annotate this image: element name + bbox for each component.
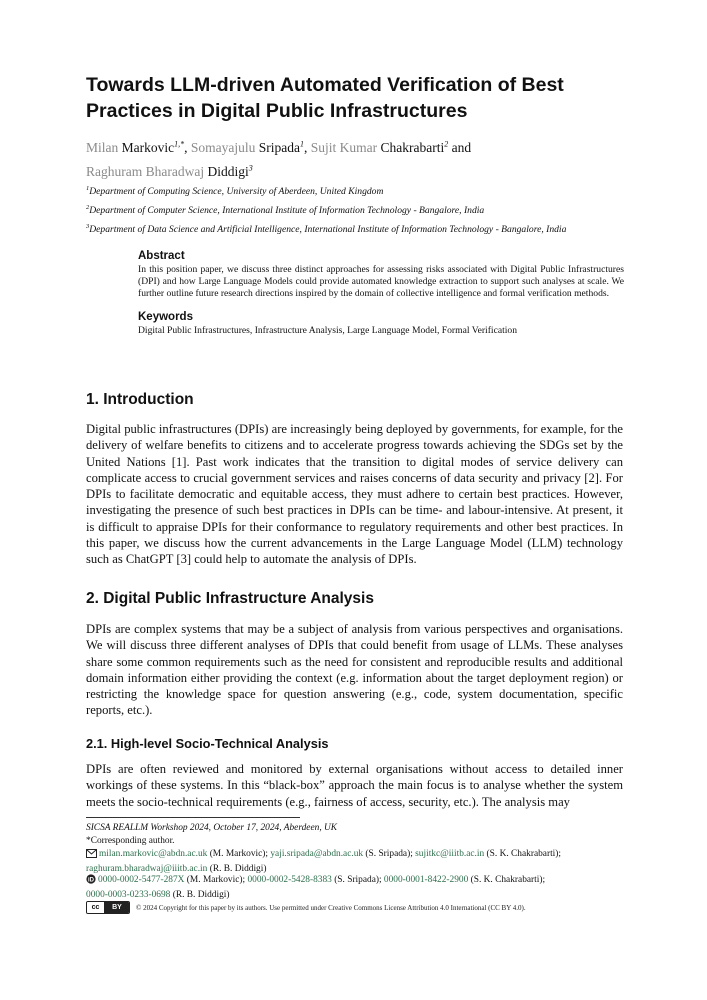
orcid-footnote: iD 0000-0002-5477-287X (M. Markovic); 0000-0002-5428-8383 (S. Sripada); 0000-0001-8422-2900 (S. K. Chakrabarti); 0000-0003-0233-0698 (R. B. Diddigi)	[86, 875, 546, 900]
email-link[interactable]: milan.markovic@abdn.ac.uk	[99, 849, 208, 859]
introduction-paragraph: Digital public infrastructures (DPIs) are increasingly being deployed by governments, for example, for the delivery of welfare benefits to citizens and to accelerate progress towards achieving the SDGs set by the United Nations [1]. Past work indicates that the transition to digital modes of service delivery can complicate access to crucial government services and raises concerns of data security and privacy [2]. For DPIs to facilitate democratic and equitable access, they must adhere to certain best practices. However, investigating the presence of such best practices in DPIs can be time- and labour-intensive. At present, it is difficult to appraise DPIs for their conformance to regulatory requirements and other best practices. In this paper, we discuss how the current advancements in the Large Language Model (LLM) technology such as ChatGPT [3] could help to automate the analysis of DPIs.	[86, 422, 623, 567]
orcid-icon	[86, 874, 96, 889]
abstract-block	[138, 249, 624, 337]
paper-title: Towards LLM-driven Automated Verification of Best Practices in Digital Public Infrastructures	[86, 74, 564, 122]
cc-icon: cc	[87, 902, 105, 913]
orcid-link[interactable]: 0000-0003-0233-0698	[86, 889, 171, 900]
affiliation-3: $^3$Department of Data Science and Artificial Intelligence, International Institute of Information Technology - Bangalore, India	[86, 223, 567, 236]
copyright-notice: © 2024 Copyright for this paper by its authors. Use permitted under Creative Commons License Attribution 4.0 International (CC BY 4.0).	[136, 904, 526, 912]
affiliation-2: $^2$Department of Computer Science, International Institute of Information Technology - Bangalore, India	[86, 204, 485, 217]
conference-note: SICSA REALLM Workshop 2024, October 17, 2024, Aberdeen, UK	[86, 823, 338, 833]
abstract-text: In this position paper, we discuss three distinct approaches for assessing risks associated with Digital Public Infrastructures (DPI) and how Large Language Models could provide automated knowledge extraction to support such analyses at scale. We further outline future research directions inspired by the domain of collective intelligence and formal verification methods.	[138, 264, 624, 300]
socio-technical-paragraph: DPIs are often reviewed and monitored by external organisations without access to detailed inner workings of these systems. In this “black-box” approach the main focus is to analyse whether the system meets the socio-technical requirements (e.g., fairness of access, security, etc.). The analysis may	[86, 762, 623, 809]
subsection-heading-socio-technical: 2.1. High-level Socio-Technical Analysis	[86, 736, 329, 751]
author-list	[86, 133, 626, 182]
email-link[interactable]: yaji.sripada@abdn.ac.uk	[270, 849, 364, 859]
email-link[interactable]: raghuram.bharadwaj@iiitb.ac.in	[86, 863, 208, 874]
author-4: Raghuram Bharadwaj Diddigi$^3$	[86, 163, 253, 179]
email-link[interactable]: sujitkc@iiitb.ac.in	[415, 849, 485, 859]
orcid-link[interactable]: 0000-0002-5477-287X	[98, 875, 185, 885]
envelope-icon	[86, 849, 97, 863]
section-heading-dpi-analysis: 2. Digital Public Infrastructure Analysis	[86, 590, 374, 607]
affiliation-list	[86, 181, 646, 239]
corresponding-author-note: *Corresponding author.	[86, 836, 175, 846]
author-1: Milan Markovic$^{1,*}$,	[86, 139, 191, 155]
section-heading-introduction: 1. Introduction	[86, 391, 194, 408]
author-3: Sujit Kumar Chakrabarti$^2$ and	[310, 139, 472, 155]
by-icon: BY	[105, 902, 129, 913]
orcid-link[interactable]: 0000-0001-8422-2900	[383, 875, 469, 885]
footnote-divider	[86, 817, 300, 818]
affiliation-1: $^1$Department of Computing Science, University of Aberdeen, United Kingdom	[86, 185, 384, 198]
dpi-analysis-paragraph: DPIs are complex systems that may be a subject of analysis from various perspectives and organisations. We will discuss three different analyses of DPIs that could benefit from usage of LLMs. These analyses share some common requirements such as the need for consistent and reproducible results and additional domain information either providing the context (e.g. information about the target deployment region) or restricting the knowledge space for question answering (e.g., code, system documentation, specific reports, etc.).	[86, 622, 623, 718]
keywords-text: Digital Public Infrastructures, Infrastructure Analysis, Large Language Model, Formal Verification	[138, 324, 518, 336]
cc-by-license-badge[interactable]	[86, 901, 130, 914]
abstract-heading: Abstract	[138, 250, 185, 262]
svg-text:iD: iD	[88, 877, 94, 884]
email-footnote: milan.markovic@abdn.ac.uk (M. Markovic); yaji.sripada@abdn.ac.uk (S. Sripada); sujitkc@iiitb.ac.in (S. K. Chakrabarti); raghuram.bharadwaj@iiitb.ac.in (R. B. Diddigi)	[86, 849, 562, 874]
author-2: Somayajulu Sripada$^1$,	[190, 139, 311, 155]
orcid-link[interactable]: 0000-0002-5428-8383	[247, 875, 332, 885]
keywords-heading: Keywords	[138, 310, 193, 323]
